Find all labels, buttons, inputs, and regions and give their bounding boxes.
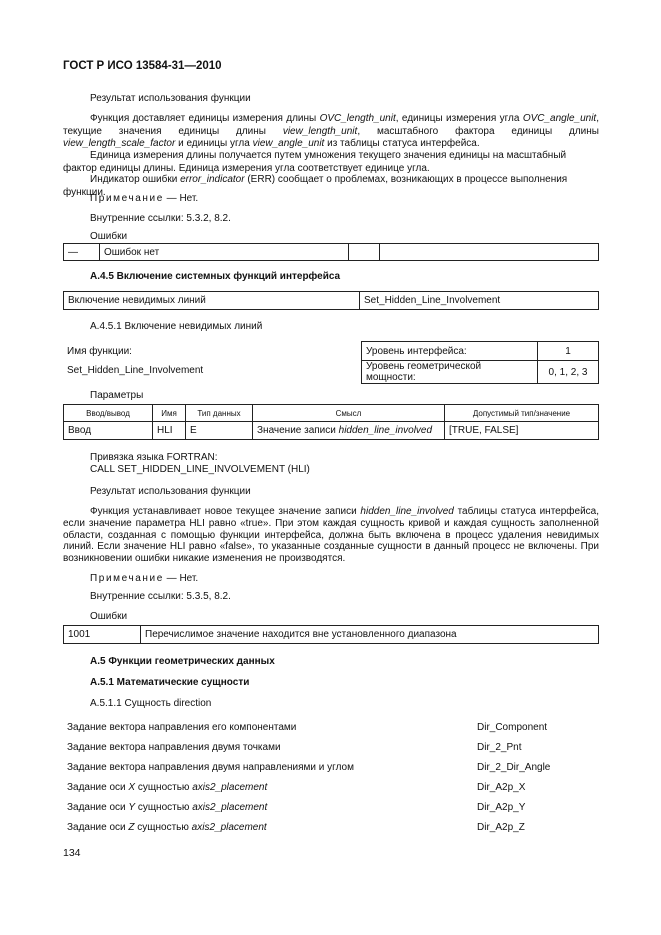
interface-level-value: 1 (538, 342, 599, 361)
params-label: Параметры (90, 390, 144, 401)
params-table (63, 404, 599, 440)
function-name: Dir_A2p_Z (477, 822, 525, 833)
function-name: Dir_Component (477, 722, 548, 733)
fortran-binding-call: CALL SET_HIDDEN_LINE_INVOLVEMENT (HLI) (90, 464, 310, 475)
error-code: 1001 (64, 626, 141, 644)
list-item: Задание вектора направления его компонентами (67, 722, 297, 733)
interface-level-label: Уровень интерфейса: (362, 342, 538, 361)
function-name: Set_Hidden_Line_Involvement (360, 292, 599, 310)
table-row (64, 626, 599, 644)
table-row (362, 361, 599, 384)
note: Примечание — Нет. (90, 573, 199, 584)
list-item: Задание оси Y сущностью axis2_placement (67, 802, 268, 813)
list-item: Задание оси Z сущностью axis2_placement (67, 822, 267, 833)
errors-label: Ошибки (90, 231, 128, 242)
page-header: ГОСТ Р ИСО 13584-31—2010 (63, 60, 222, 72)
error-indicator-paragraph: Индикатор ошибки error_indicator (ERR) сообщает о проблемах, возникающих в процессе выполнения функции. (63, 174, 568, 198)
subsection-heading-a451: А.4.5.1 Включение невидимых линий (90, 321, 263, 332)
section-heading-a5: А.5 Функции геометрических данных (90, 656, 275, 667)
table-header-row (64, 405, 599, 422)
function-name: Dir_A2p_X (477, 782, 526, 793)
function-name-value: Set_Hidden_Line_Involvement (67, 365, 204, 376)
description-paragraph: Функция устанавливает новое текущее значение записи hidden_line_involved таблицы статуса интерфейса, если значение параметра HLI равно «true». При этом каждая сущность кривой и каждая сущность заполненной области, созданная с помощью функции интерфейса, должна быть включена в процесс удаления невидимых линий. Если значение HLI равно «false», то указанные созданные сущности в данный процесс не включены. При возникновении ошибки никакие изменения не производятся. (63, 506, 600, 565)
list-item: Задание вектора направления двумя направлениями и углом (67, 762, 354, 773)
list-item: Задание вектора направления двумя точками (67, 742, 281, 753)
param-meaning: Значение записи hidden_line_involved (253, 422, 445, 440)
column-header: Тип данных (186, 405, 253, 422)
internal-refs: Внутренние ссылки: 5.3.5, 8.2. (90, 591, 231, 602)
column-header: Смысл (253, 405, 445, 422)
param-io: Ввод (64, 422, 153, 440)
note: Примечание — Нет. (90, 193, 199, 204)
section-heading-a511: А.5.1.1 Сущность direction (90, 698, 212, 709)
function-name: Dir_2_Dir_Angle (477, 762, 551, 773)
errors-table (63, 625, 599, 644)
errors-label: Ошибки (90, 611, 128, 622)
column-header: Ввод/вывод (64, 405, 153, 422)
function-name: Dir_2_Pnt (477, 742, 522, 753)
param-allowed: [TRUE, FALSE] (445, 422, 599, 440)
table-row (362, 342, 599, 361)
column-header: Имя (153, 405, 186, 422)
param-type: E (186, 422, 253, 440)
geometric-level-value: 0, 1, 2, 3 (538, 361, 599, 384)
column-header: Допустимый тип/значение (445, 405, 599, 422)
geometric-level-label: Уровень геометрической мощности: (362, 361, 538, 384)
section-heading-a51: А.5.1 Математические сущности (90, 677, 250, 688)
function-table (63, 291, 599, 310)
error-code: — (64, 244, 100, 261)
table-row (64, 292, 599, 310)
empty-cell (349, 244, 380, 261)
table-row (64, 244, 599, 261)
section-heading-a45: А.4.5 Включение системных функций интерфейса (90, 271, 341, 282)
function-name-label: Имя функции: (67, 346, 132, 357)
result-heading: Результат использования функции (90, 486, 251, 497)
function-description: Включение невидимых линий (64, 292, 360, 310)
internal-refs: Внутренние ссылки: 5.3.2, 8.2. (90, 213, 231, 224)
table-row (64, 422, 599, 440)
unit-paragraph: Единица измерения длины получается путем умножения текущего значения единицы на масштабный фактор единицы длины. Единица измерения угла соответствует единице угла. (63, 150, 567, 174)
result-heading: Результат использования функции (90, 93, 251, 104)
error-text: Ошибок нет (100, 244, 349, 261)
description-paragraph: Функция доставляет единицы измерения длины OVC_length_unit, единицы измерения угла OVC_angle_unit, текущие значения единицы длины view_length_unit, масштабного фактора единицы длины view_length_scale_factor и единицы угла view_angle_unit из таблицы статуса интерфейса. (63, 113, 599, 149)
page-number: 134 (63, 847, 81, 859)
param-name: HLI (153, 422, 186, 440)
empty-cell (380, 244, 599, 261)
list-item: Задание оси X сущностью axis2_placement (67, 782, 268, 793)
error-text: Перечислимое значение находится вне установленного диапазона (141, 626, 599, 644)
fortran-binding-label: Привязка языка FORTRAN: (90, 452, 218, 463)
function-name: Dir_A2p_Y (477, 802, 526, 813)
errors-table (63, 243, 599, 261)
levels-table (361, 341, 599, 384)
